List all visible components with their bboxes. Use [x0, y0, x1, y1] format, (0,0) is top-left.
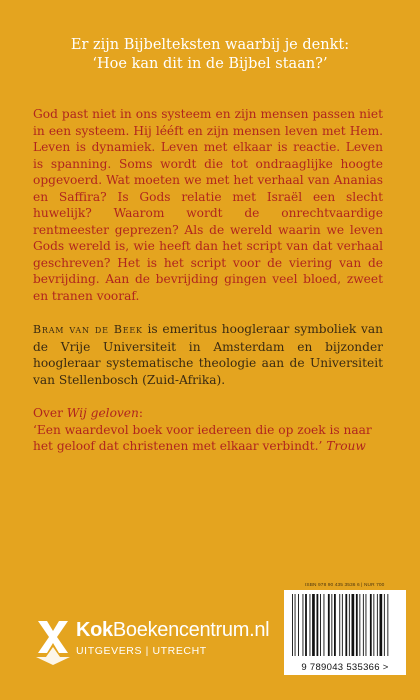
- review-quote-text: ‘Een waardevol boek voor iedereen die op zoek is naar het geloof dat christenen met elkaar verbindt.’: [33, 422, 372, 453]
- isbn-line: ISBN 978 90 435 3536 6 | NUR 700: [305, 583, 385, 588]
- review-heading: [33, 405, 383, 422]
- publisher-brand-bold: Kok: [76, 619, 113, 641]
- publisher-logo: [34, 617, 274, 667]
- publisher-emblem-icon: [34, 617, 72, 667]
- review-book-title: Wij geloven: [66, 406, 139, 420]
- barcode-bars-icon: [290, 594, 400, 656]
- barcode-digits: 9 789043 535366 >: [301, 662, 389, 673]
- barcode: [284, 590, 406, 675]
- publisher-brand-suffix: .nl: [249, 619, 270, 641]
- publisher-brand-rest: Boekencentrum: [112, 619, 250, 641]
- blurb-paragraph: God past niet in ons systeem en zijn mensen passen niet in een systeem. Hij lééft en zijn mensen leven met Hem. Leven is dynamiek. Leven met elkaar is reactie. Leven is spanning. Soms wordt die tot ondraaglijke hoogte opgevoerd. Wat moeten we met het verhaal van Ananias en Saffira? Is Gods relatie met Israël een slecht huwelijk? Waarom wordt de onrechtvaardige rentmeester geprezen? Als de wereld waarin we leven Gods wereld is, wie heeft dan het script van dat verhaal geschreven? Het is het script voor de viering van de bevrijding. Aan de bevrijding gingen veel bloed, zweet en tranen vooraf.: [33, 107, 383, 303]
- headline-line-1: Er zijn Bijbelteksten waarbij je denkt:: [70, 37, 350, 53]
- publisher-subline: UITGEVERS | UTRECHT: [76, 645, 207, 657]
- publisher-brand: [76, 619, 269, 642]
- review-quote: [33, 422, 383, 455]
- headline: [0, 36, 420, 74]
- author-name: Bram van de Beek: [33, 323, 143, 336]
- review-suffix: :: [138, 406, 143, 420]
- review-prefix: Over: [33, 406, 67, 420]
- review-block: [33, 405, 383, 455]
- author-bio-text: is emeritus hoogleraar symboliek van de Vrije Universiteit in Amsterdam en bijzonder hoogleraar systematische theologie aan de Universiteit van Stellenbosch (Zuid-Afrika).: [33, 322, 383, 387]
- author-bio: [33, 321, 383, 388]
- review-source: Trouw: [326, 439, 366, 453]
- headline-line-2: ‘Hoe kan dit in de Bijbel staan?’: [92, 56, 328, 72]
